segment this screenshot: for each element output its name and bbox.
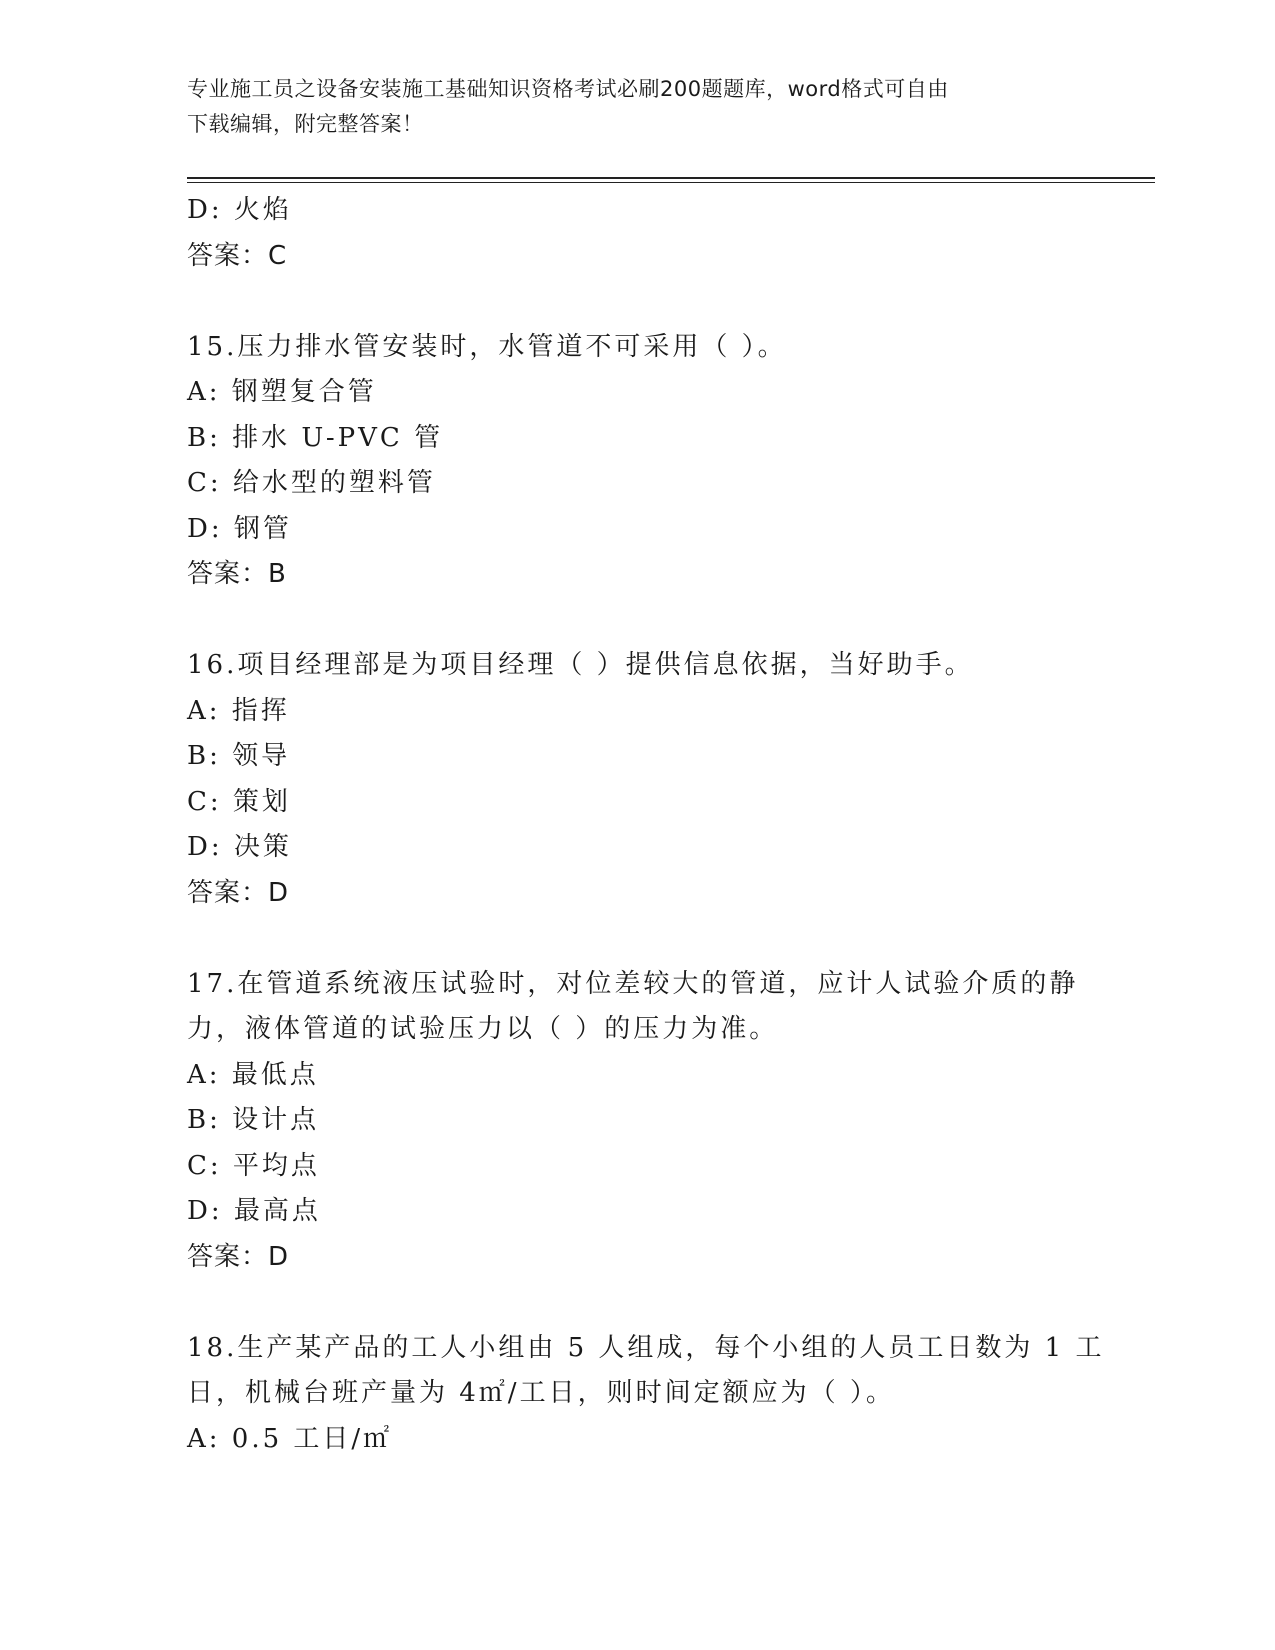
question-text: 15.压力排水管安装时，水管道不可采用（ ）。 (187, 331, 787, 362)
question-block-prev (187, 188, 1087, 279)
option-b: B: 排水 U-PVC 管 (187, 422, 444, 453)
header-divider-thin (187, 182, 1155, 183)
option-c: C: 给水型的塑料管 (187, 468, 436, 498)
option-a: A: 钢塑复合管 (187, 377, 377, 407)
question-text: 16.项目经理部是为项目经理（ ）提供信息依据，当好助手。 (187, 650, 974, 680)
option-b: B: 领导 (187, 741, 291, 771)
header-divider-thick (187, 177, 1155, 179)
spacer (187, 598, 1087, 644)
answer-line: 答案：D (187, 1241, 290, 1272)
option-d: D: 决策 (187, 832, 292, 862)
option-a: A: 指挥 (187, 695, 290, 726)
option-b: B: 设计点 (187, 1105, 320, 1135)
option-a: A: 0.5 工日/㎡ (187, 1423, 393, 1454)
option-c: C: 平均点 (187, 1150, 320, 1181)
option-a: A: 最低点 (187, 1059, 319, 1090)
spacer (187, 916, 1087, 962)
question-block-17 (187, 962, 1087, 1281)
spacer (187, 1280, 1087, 1326)
spacer (187, 279, 1087, 325)
question-block-16 (187, 643, 1087, 916)
option-d: D: 钢管 (187, 513, 292, 544)
header-title-line-1: 专业施工员之设备安装施工基础知识资格考试必刷200题题库，word格式可自由 (187, 77, 949, 101)
question-block-15 (187, 325, 1087, 598)
answer-line: 答案：C (187, 240, 288, 271)
question-text-line-1: 18.生产某产品的工人小组由 5 人组成，每个小组的人员工日数为 1 工 (187, 1332, 1105, 1363)
header-title-line-2: 下载编辑，附完整答案！ (187, 112, 424, 136)
question-text-line-1: 17.在管道系统液压试验时，对位差较大的管道，应计人试验介质的静 (187, 968, 1079, 999)
question-text-line-2: 日，机械台班产量为 4㎡/工日，则时间定额应为（ ）。 (187, 1378, 895, 1408)
option-c: C: 策划 (187, 786, 291, 817)
answer-line: 答案：D (187, 877, 290, 908)
question-block-18 (187, 1326, 1105, 1463)
option-d: D: 火焰 (187, 195, 292, 225)
option-d: D: 最高点 (187, 1196, 321, 1226)
page-header (187, 72, 1067, 142)
question-list (187, 188, 1105, 1462)
answer-line: 答案：B (187, 559, 287, 589)
question-text-line-2: 力，液体管道的试验压力以（ ）的压力为准。 (187, 1014, 779, 1044)
